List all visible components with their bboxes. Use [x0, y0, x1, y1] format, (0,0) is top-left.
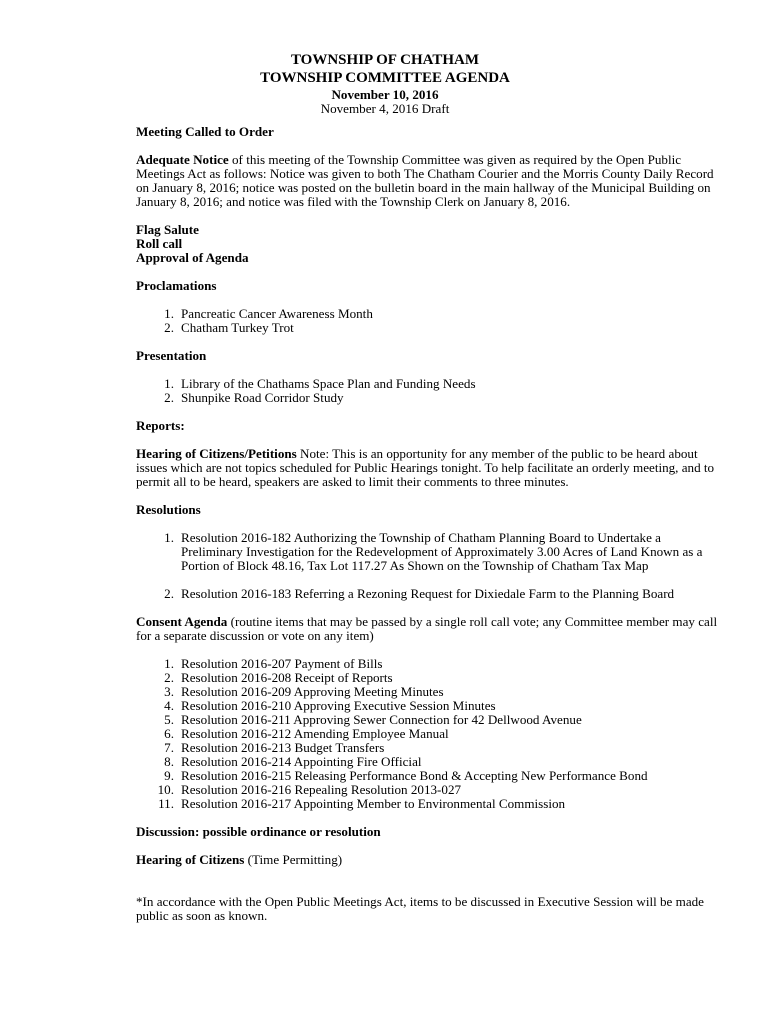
discussion-heading: Discussion: possible ordinance or resolution — [136, 824, 381, 839]
list-item — [136, 797, 726, 811]
list-number: 1. — [164, 656, 174, 671]
list-text: Pancreatic Cancer Awareness Month — [181, 306, 373, 321]
list-text: Library of the Chathams Space Plan and Funding Needs — [181, 376, 476, 391]
executive-session-footnote: *In accordance with the Open Public Meetings Act, items to be discussed in Executive Session will be made public as soon as known. — [136, 894, 704, 923]
agenda-body — [136, 125, 726, 923]
meeting-date: November 10, 2016 — [331, 87, 439, 102]
reports-heading: Reports: — [136, 418, 185, 433]
proclamations-list — [136, 307, 726, 335]
list-item — [136, 391, 726, 405]
list-item — [136, 741, 726, 755]
list-text: Resolution 2016-182 Authorizing the Township of Chatham Planning Board to Undertake a Preliminary Investigation for the Redevelopment of Approximately 3.00 Acres of Land Known as a Portion of Block 48.16, Tax Lot 117.27 As Shown on the Township of Chatham Tax Map — [181, 530, 703, 573]
presentation-heading: Presentation — [136, 348, 207, 363]
list-text: Resolution 2016-214 Appointing Fire Official — [181, 754, 422, 769]
list-item — [136, 657, 726, 671]
list-number: 1. — [164, 530, 174, 545]
roll-call-heading: Roll call — [136, 236, 183, 251]
list-number: 2. — [164, 586, 174, 601]
hearing-citizens-label: Hearing of Citizens — [136, 852, 245, 867]
list-number: 7. — [164, 740, 174, 755]
resolutions-heading: Resolutions — [136, 502, 201, 517]
list-item — [136, 307, 726, 321]
list-number: 8. — [164, 754, 174, 769]
list-number: 1. — [164, 306, 174, 321]
list-number: 4. — [164, 698, 174, 713]
township-title: TOWNSHIP OF CHATHAM — [290, 52, 480, 68]
list-item — [136, 699, 726, 713]
resolutions-list — [136, 531, 726, 601]
adequate-notice-paragraph — [136, 153, 726, 209]
meeting-called-heading: Meeting Called to Order — [136, 124, 274, 139]
list-item — [136, 321, 726, 335]
list-item — [136, 671, 726, 685]
consent-agenda-paragraph — [136, 615, 726, 643]
list-number: 5. — [164, 712, 174, 727]
draft-date: November 4, 2016 Draft — [320, 101, 450, 116]
list-item — [136, 587, 726, 601]
list-text: Resolution 2016-217 Appointing Member to Environmental Commission — [181, 796, 566, 811]
approval-agenda-heading: Approval of Agenda — [136, 250, 249, 265]
list-number: 2. — [164, 670, 174, 685]
list-item — [136, 713, 726, 727]
list-number: 6. — [164, 726, 174, 741]
adequate-notice-text: of this meeting of the Township Committee was given as required by the Open Public Meetings Act as follows: Notice was given to both The Chatham Courier and the Morris County Daily Record on January 8, 2016; notice was posted on the bulletin board in the main hallway of the Municipal Building on January 8, 2016; and notice was filed with the Township Clerk on January 8, 2016. — [136, 152, 714, 209]
hearing-citizens-text: (Time Permitting) — [244, 852, 343, 867]
list-item — [136, 783, 726, 797]
presentation-list — [136, 377, 726, 405]
opening-items — [136, 223, 726, 265]
list-text: Resolution 2016-216 Repealing Resolution 2013-027 — [181, 782, 462, 797]
list-text: Resolution 2016-183 Referring a Rezoning Request for Dixiedale Farm to the Planning Board — [181, 586, 675, 601]
list-number: 10. — [157, 782, 174, 797]
proclamations-heading: Proclamations — [136, 278, 217, 293]
list-text: Resolution 2016-208 Receipt of Reports — [181, 670, 393, 685]
list-text: Resolution 2016-213 Budget Transfers — [181, 740, 385, 755]
list-text: Resolution 2016-215 Releasing Performance Bond & Accepting New Performance Bond — [181, 768, 648, 783]
consent-agenda-label: Consent Agenda — [136, 614, 228, 629]
list-text: Resolution 2016-210 Approving Executive Session Minutes — [181, 698, 496, 713]
hearing-citizens-paragraph — [136, 853, 726, 867]
hearing-petitions-paragraph — [136, 447, 726, 489]
list-number: 3. — [164, 684, 174, 699]
list-item — [136, 531, 726, 573]
list-text: Resolution 2016-207 Payment of Bills — [181, 656, 383, 671]
list-item — [136, 769, 726, 783]
list-number: 11. — [158, 796, 174, 811]
agenda-header — [0, 51, 770, 116]
list-text: Resolution 2016-211 Approving Sewer Connection for 42 Dellwood Avenue — [181, 712, 582, 727]
hearing-petitions-label: Hearing of Citizens/Petitions — [136, 446, 297, 461]
list-text: Resolution 2016-212 Amending Employee Manual — [181, 726, 449, 741]
flag-salute-heading: Flag Salute — [136, 222, 199, 237]
list-number: 1. — [164, 376, 174, 391]
list-item — [136, 755, 726, 769]
list-item — [136, 377, 726, 391]
list-number: 9. — [164, 768, 174, 783]
list-text: Resolution 2016-209 Approving Meeting Minutes — [181, 684, 444, 699]
list-number: 2. — [164, 390, 174, 405]
list-text: Shunpike Road Corridor Study — [181, 390, 344, 405]
consent-agenda-list — [136, 657, 726, 811]
list-text: Chatham Turkey Trot — [181, 320, 294, 335]
list-item — [136, 727, 726, 741]
list-item — [136, 685, 726, 699]
agenda-title: TOWNSHIP COMMITTEE AGENDA — [260, 70, 510, 86]
hearing-petitions-text: Note: This is an opportunity for any member of the public to be heard about issues which are not topics scheduled for Public Hearings tonight. To help facilitate an orderly meeting, and to permit all to be heard, speakers are asked to limit their comments to three minutes. — [136, 446, 715, 489]
consent-agenda-text: (routine items that may be passed by a single roll call vote; any Committee member may call for a separate discussion or vote on any item) — [136, 614, 718, 643]
list-number: 2. — [164, 320, 174, 335]
adequate-notice-label: Adequate Notice — [136, 152, 229, 167]
